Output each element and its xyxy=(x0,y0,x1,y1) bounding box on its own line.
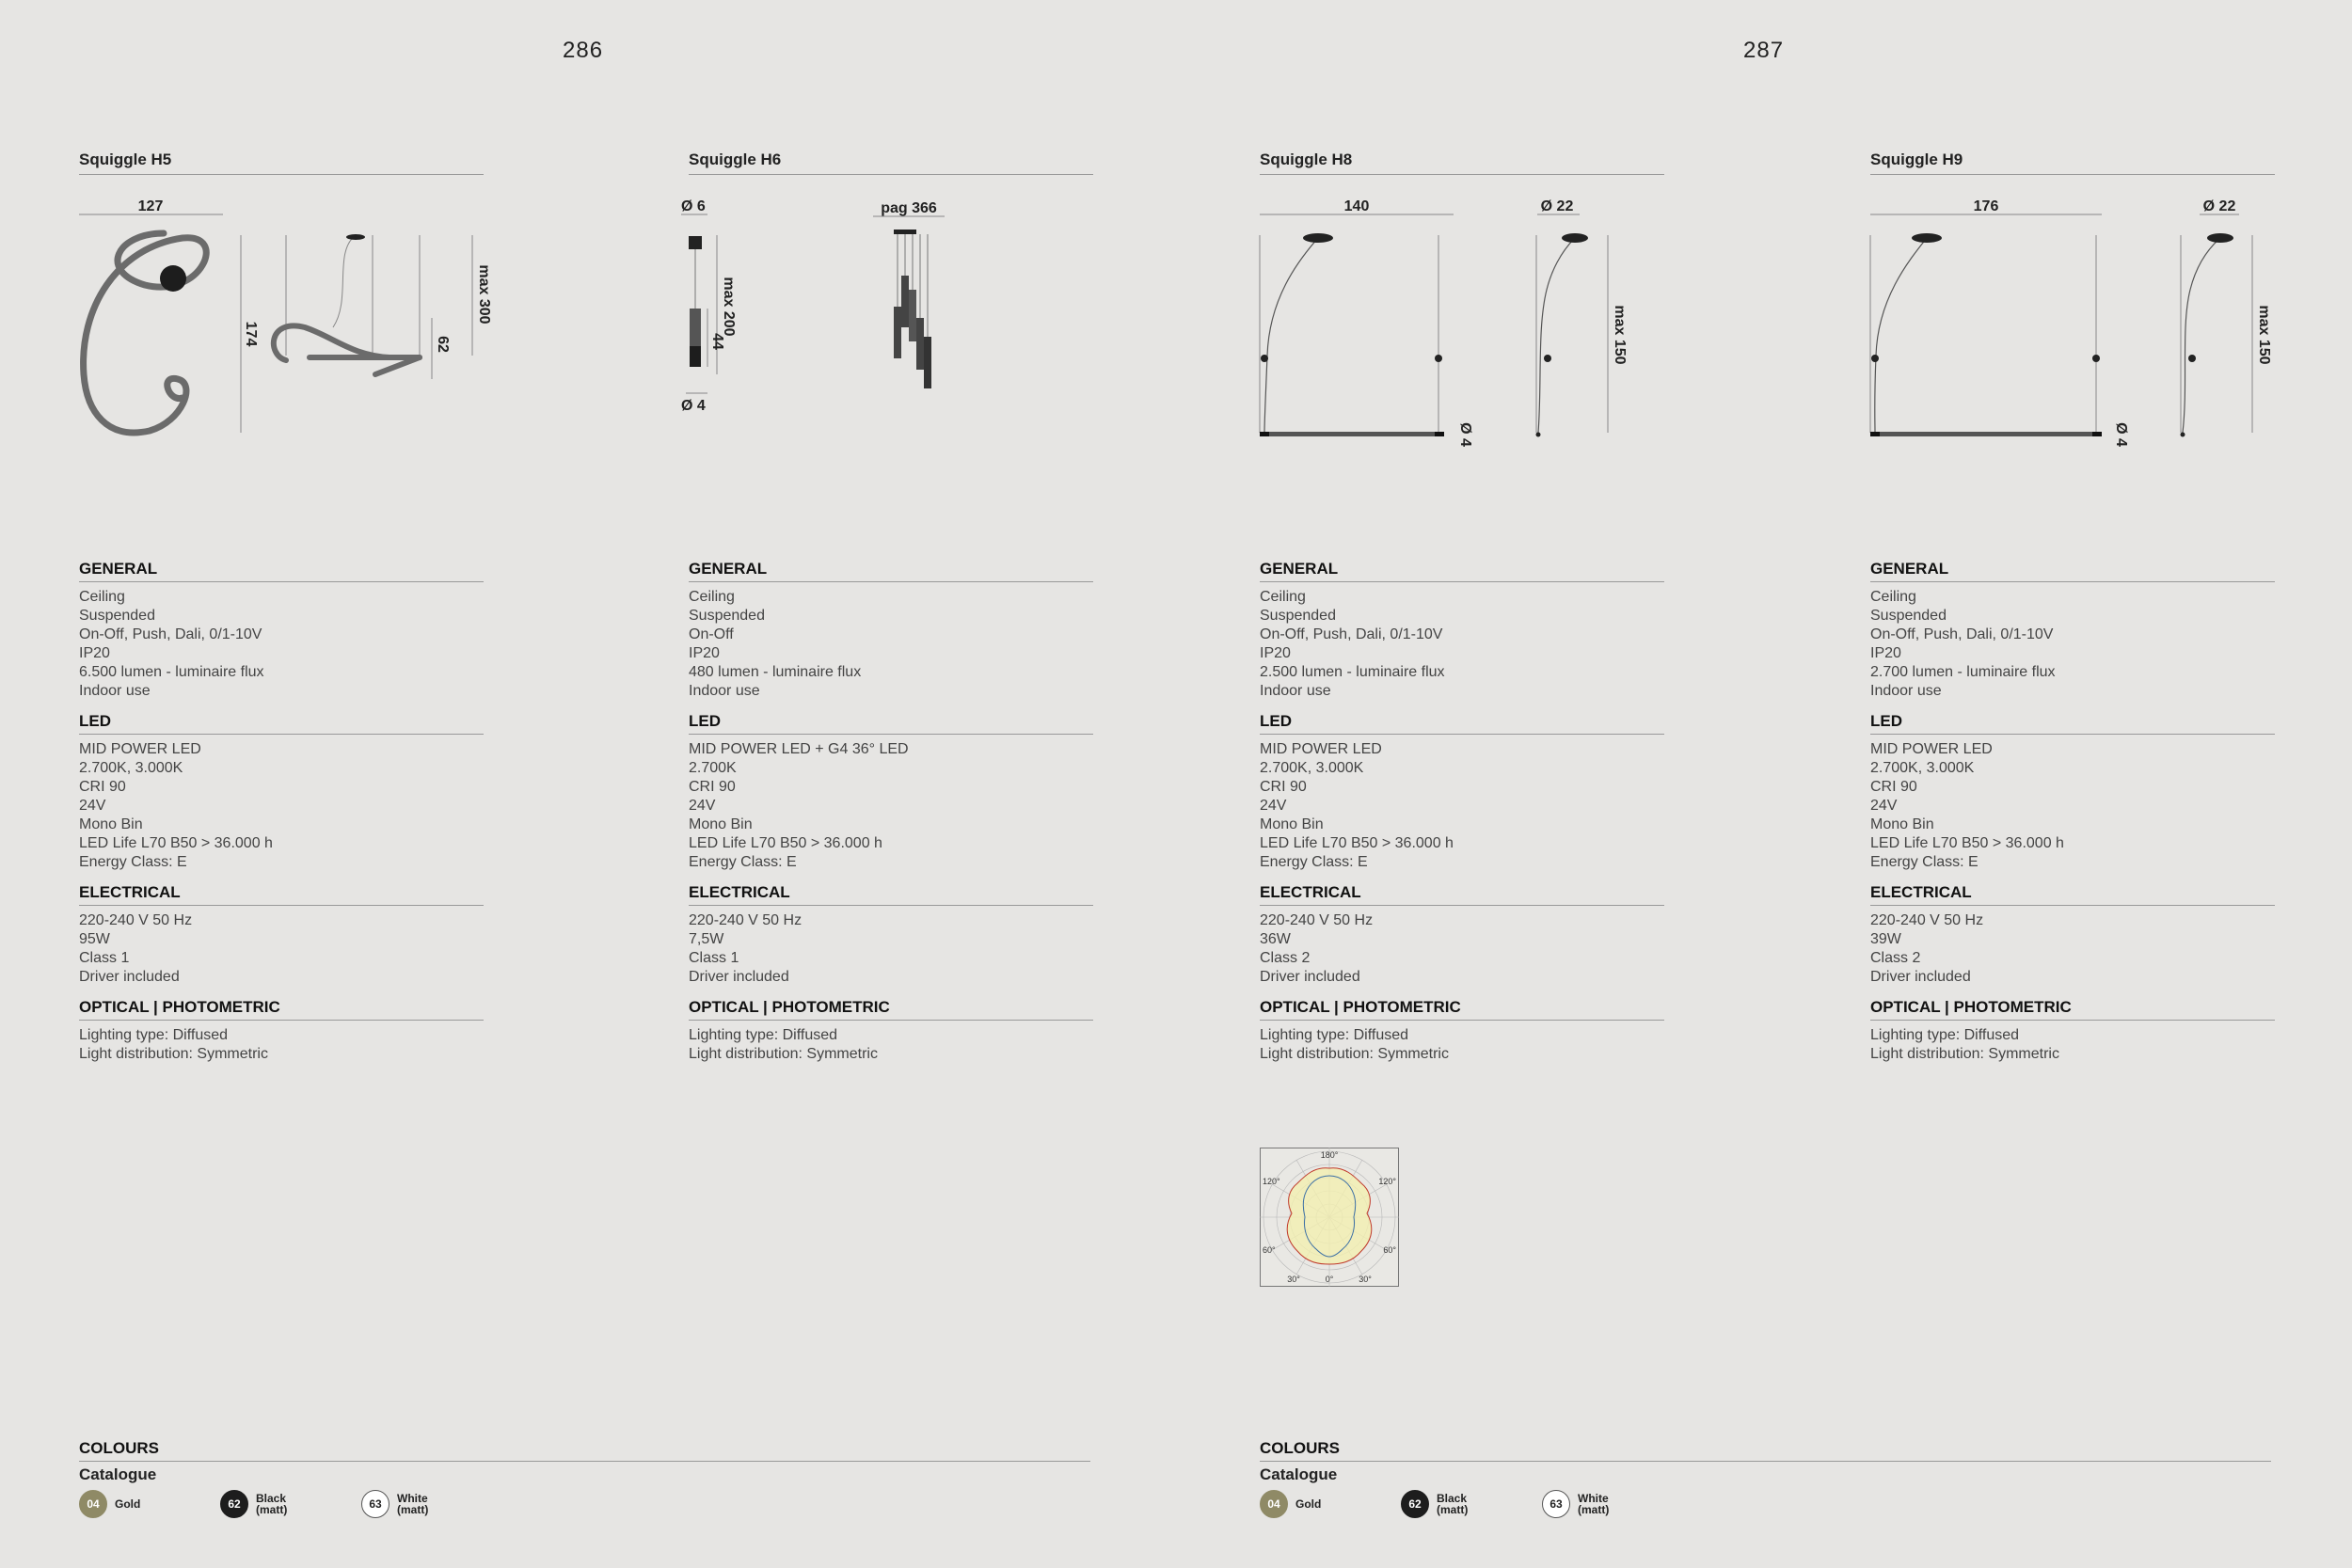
spec-section-general xyxy=(1870,560,2275,701)
spec-line: On-Off, Push, Dali, 0/1-10V xyxy=(1870,626,2054,642)
colour-swatch-circle: 62 xyxy=(1401,1490,1429,1518)
catalogue-label: Catalogue xyxy=(79,1465,157,1483)
spec-line: 39W xyxy=(1870,931,1901,947)
spec-section-led xyxy=(1870,712,2275,872)
colour-swatch xyxy=(1401,1490,1493,1518)
spec-line: 220-240 V 50 Hz xyxy=(79,912,193,928)
spec-line: MID POWER LED xyxy=(79,741,201,757)
dim-max: max 300 xyxy=(476,264,492,325)
spec-column-h6 xyxy=(689,560,1093,1075)
spec-section-title: LED xyxy=(1870,712,2275,735)
spec-line: Class 2 xyxy=(1260,950,1311,966)
spec-line: Indoor use xyxy=(79,683,151,699)
spec-section-title: OPTICAL | PHOTOMETRIC xyxy=(1260,998,1664,1021)
catalogue-label: Catalogue xyxy=(1260,1465,1338,1483)
spec-line: 6.500 lumen - luminaire flux xyxy=(79,664,264,680)
spec-section-title: OPTICAL | PHOTOMETRIC xyxy=(79,998,484,1021)
spec-line: Suspended xyxy=(689,608,765,624)
product-title: Squiggle H6 xyxy=(689,150,1093,175)
technical-drawing-h6 xyxy=(681,196,1086,468)
spec-line: Mono Bin xyxy=(1870,816,1934,832)
dim-body: 44 xyxy=(709,333,725,350)
dim-diameter: Ø 4 xyxy=(2113,422,2129,447)
spec-line: Light distribution: Symmetric xyxy=(79,1046,268,1062)
spec-section-title: LED xyxy=(79,712,484,735)
colour-swatch-label: Black (matt) xyxy=(1437,1492,1469,1516)
spec-line: 95W xyxy=(79,931,110,947)
spec-line: Ceiling xyxy=(689,589,735,605)
spec-section-electrical xyxy=(1260,883,1664,987)
spec-section-optical-photometric xyxy=(1260,998,1664,1064)
spec-line: Indoor use xyxy=(1260,683,1331,699)
spec-line: LED Life L70 B50 > 36.000 h xyxy=(1870,835,2064,851)
spec-line: Suspended xyxy=(1870,608,1947,624)
colour-swatch-label: Gold xyxy=(115,1497,141,1511)
spec-line: IP20 xyxy=(689,645,720,661)
spec-line: LED Life L70 B50 > 36.000 h xyxy=(79,835,273,851)
dim-canopy: Ø 22 xyxy=(2202,198,2236,214)
spec-section-title: GENERAL xyxy=(689,560,1093,582)
spec-section-title: ELECTRICAL xyxy=(1260,883,1664,906)
spec-line: 220-240 V 50 Hz xyxy=(689,912,803,928)
spec-section-electrical xyxy=(79,883,484,987)
colour-swatch-label: White (matt) xyxy=(397,1492,429,1516)
spec-line: Driver included xyxy=(1870,969,1971,985)
spec-line: 7,5W xyxy=(689,931,724,947)
colour-swatch-circle: 04 xyxy=(79,1490,107,1518)
spec-section-electrical xyxy=(689,883,1093,987)
spec-section-title: GENERAL xyxy=(1870,560,2275,582)
colour-swatch-circle: 62 xyxy=(220,1490,248,1518)
spec-section-title: OPTICAL | PHOTOMETRIC xyxy=(1870,998,2275,1021)
polar-label: 30° xyxy=(1359,1275,1372,1284)
spec-line: 24V xyxy=(1260,798,1287,814)
spec-section-title: ELECTRICAL xyxy=(689,883,1093,906)
spec-line: Class 2 xyxy=(1870,950,1921,966)
page-number-left: 286 xyxy=(563,38,604,63)
polar-label: 60° xyxy=(1263,1245,1276,1255)
spec-line: Lighting type: Diffused xyxy=(1260,1027,1409,1043)
spec-line: Energy Class: E xyxy=(79,854,187,870)
spec-line: 2.700K xyxy=(689,760,737,776)
spec-line: Mono Bin xyxy=(79,816,143,832)
dim-width: 127 xyxy=(137,198,164,214)
colour-swatch xyxy=(1260,1490,1321,1518)
technical-drawing-h5 xyxy=(79,196,492,468)
product-h9 xyxy=(1870,150,2275,175)
spec-line: Light distribution: Symmetric xyxy=(689,1046,878,1062)
dim-width: 140 xyxy=(1343,198,1370,214)
spec-section-general xyxy=(689,560,1093,701)
dim-canopy: Ø 22 xyxy=(1540,198,1574,214)
technical-drawing-h8 xyxy=(1260,196,1664,468)
dim-page-ref: pag 366 xyxy=(881,200,937,216)
spec-line: Energy Class: E xyxy=(1870,854,1979,870)
spec-line: 24V xyxy=(1870,798,1898,814)
dim-max: max 200 xyxy=(721,277,737,337)
spec-line: On-Off, Push, Dali, 0/1-10V xyxy=(1260,626,1443,642)
spec-line: 2.700K, 3.000K xyxy=(1870,760,1975,776)
spec-line: 2.500 lumen - luminaire flux xyxy=(1260,664,1445,680)
colour-swatch xyxy=(1542,1490,1634,1518)
spec-line: Ceiling xyxy=(1260,589,1306,605)
colours-title: COLOURS xyxy=(1260,1439,2271,1462)
product-title: Squiggle H9 xyxy=(1870,150,2275,175)
spec-column-h8 xyxy=(1260,560,1664,1075)
spec-line: 36W xyxy=(1260,931,1291,947)
spec-line: CRI 90 xyxy=(689,779,736,795)
colours-section-left xyxy=(79,1439,1090,1524)
spec-column-h5 xyxy=(79,560,484,1075)
spec-line: CRI 90 xyxy=(1870,779,1917,795)
polar-label: 30° xyxy=(1287,1275,1300,1284)
spec-line: Class 1 xyxy=(79,950,130,966)
dim-max: max 150 xyxy=(1612,305,1628,365)
spec-line: IP20 xyxy=(1870,645,1901,661)
spec-line: IP20 xyxy=(79,645,110,661)
product-h8 xyxy=(1260,150,1664,175)
spec-line: Lighting type: Diffused xyxy=(1870,1027,2020,1043)
dim-diameter: Ø 4 xyxy=(1457,422,1473,447)
polar-label: 120° xyxy=(1378,1177,1396,1186)
spec-line: 2.700 lumen - luminaire flux xyxy=(1870,664,2056,680)
dim-width: 176 xyxy=(1973,198,1999,214)
spec-line: MID POWER LED + G4 36° LED xyxy=(689,741,909,757)
colour-swatch-circle: 63 xyxy=(1542,1490,1570,1518)
colour-swatch-label: Gold xyxy=(1295,1497,1322,1511)
spec-line: Driver included xyxy=(1260,969,1360,985)
photometric-diagram xyxy=(1260,1148,1399,1287)
spec-line: MID POWER LED xyxy=(1260,741,1382,757)
spec-section-led xyxy=(1260,712,1664,872)
spec-line: Indoor use xyxy=(689,683,760,699)
colour-swatch-circle: 63 xyxy=(361,1490,389,1518)
spec-line: Class 1 xyxy=(689,950,739,966)
spec-line: Suspended xyxy=(79,608,155,624)
colour-swatch xyxy=(220,1490,312,1518)
spec-line: Driver included xyxy=(689,969,789,985)
spec-line: Driver included xyxy=(79,969,180,985)
spec-section-title: LED xyxy=(689,712,1093,735)
spec-section-title: ELECTRICAL xyxy=(1870,883,2275,906)
dim-diameter: Ø 4 xyxy=(681,398,706,414)
colour-swatch xyxy=(79,1490,140,1518)
technical-drawing-h9 xyxy=(1870,196,2275,468)
spec-line: LED Life L70 B50 > 36.000 h xyxy=(689,835,882,851)
spec-line: 480 lumen - luminaire flux xyxy=(689,664,862,680)
product-h6 xyxy=(689,150,1093,175)
spec-line: Energy Class: E xyxy=(689,854,797,870)
product-title: Squiggle H8 xyxy=(1260,150,1664,175)
spec-section-optical-photometric xyxy=(689,998,1093,1064)
colour-swatch xyxy=(361,1490,453,1518)
dim-max: max 150 xyxy=(2256,305,2272,365)
spec-line: 220-240 V 50 Hz xyxy=(1870,912,1984,928)
colour-swatch-circle: 04 xyxy=(1260,1490,1288,1518)
spec-line: 2.700K, 3.000K xyxy=(79,760,183,776)
spec-line: On-Off xyxy=(689,626,734,642)
spec-line: CRI 90 xyxy=(79,779,126,795)
dim-body: 62 xyxy=(435,336,451,353)
product-title: Squiggle H5 xyxy=(79,150,484,175)
spec-line: 24V xyxy=(79,798,106,814)
spec-line: Mono Bin xyxy=(689,816,753,832)
spec-line: Light distribution: Symmetric xyxy=(1870,1046,2059,1062)
spec-line: Suspended xyxy=(1260,608,1336,624)
spec-line: Ceiling xyxy=(79,589,125,605)
spec-line: On-Off, Push, Dali, 0/1-10V xyxy=(79,626,262,642)
colour-swatches xyxy=(79,1490,1090,1524)
colour-swatch-label: White (matt) xyxy=(1578,1492,1610,1516)
spec-line: Light distribution: Symmetric xyxy=(1260,1046,1449,1062)
polar-label: 0° xyxy=(1325,1275,1334,1284)
spec-section-title: GENERAL xyxy=(1260,560,1664,582)
spec-line: 2.700K, 3.000K xyxy=(1260,760,1364,776)
spec-section-led xyxy=(79,712,484,872)
spec-section-optical-photometric xyxy=(79,998,484,1064)
spec-section-optical-photometric xyxy=(1870,998,2275,1064)
spec-section-title: ELECTRICAL xyxy=(79,883,484,906)
spec-line: LED Life L70 B50 > 36.000 h xyxy=(1260,835,1454,851)
polar-label: 60° xyxy=(1383,1245,1396,1255)
spec-line: 24V xyxy=(689,798,716,814)
polar-label: 120° xyxy=(1263,1177,1280,1186)
spec-line: MID POWER LED xyxy=(1870,741,1993,757)
colours-title: COLOURS xyxy=(79,1439,1090,1462)
spec-line: Mono Bin xyxy=(1260,816,1324,832)
spec-section-title: LED xyxy=(1260,712,1664,735)
page-number-right: 287 xyxy=(1743,38,1785,63)
colour-swatches xyxy=(1260,1490,2271,1524)
spec-line: Energy Class: E xyxy=(1260,854,1368,870)
spec-section-general xyxy=(79,560,484,701)
spec-line: IP20 xyxy=(1260,645,1291,661)
polar-label: 180° xyxy=(1320,1150,1339,1160)
spec-line: Ceiling xyxy=(1870,589,1916,605)
spec-line: Lighting type: Diffused xyxy=(689,1027,838,1043)
spec-section-title: OPTICAL | PHOTOMETRIC xyxy=(689,998,1093,1021)
spec-section-title: GENERAL xyxy=(79,560,484,582)
dim-canopy: Ø 6 xyxy=(681,198,706,214)
colours-section-right xyxy=(1260,1439,2271,1524)
spec-section-general xyxy=(1260,560,1664,701)
spec-section-led xyxy=(689,712,1093,872)
spec-line: 220-240 V 50 Hz xyxy=(1260,912,1374,928)
product-h5 xyxy=(79,150,484,175)
colour-swatch-label: Black (matt) xyxy=(256,1492,288,1516)
spec-line: Indoor use xyxy=(1870,683,1942,699)
spec-section-electrical xyxy=(1870,883,2275,987)
dim-height: 174 xyxy=(243,321,259,347)
spec-column-h9 xyxy=(1870,560,2275,1075)
spec-line: CRI 90 xyxy=(1260,779,1307,795)
spec-line: Lighting type: Diffused xyxy=(79,1027,229,1043)
